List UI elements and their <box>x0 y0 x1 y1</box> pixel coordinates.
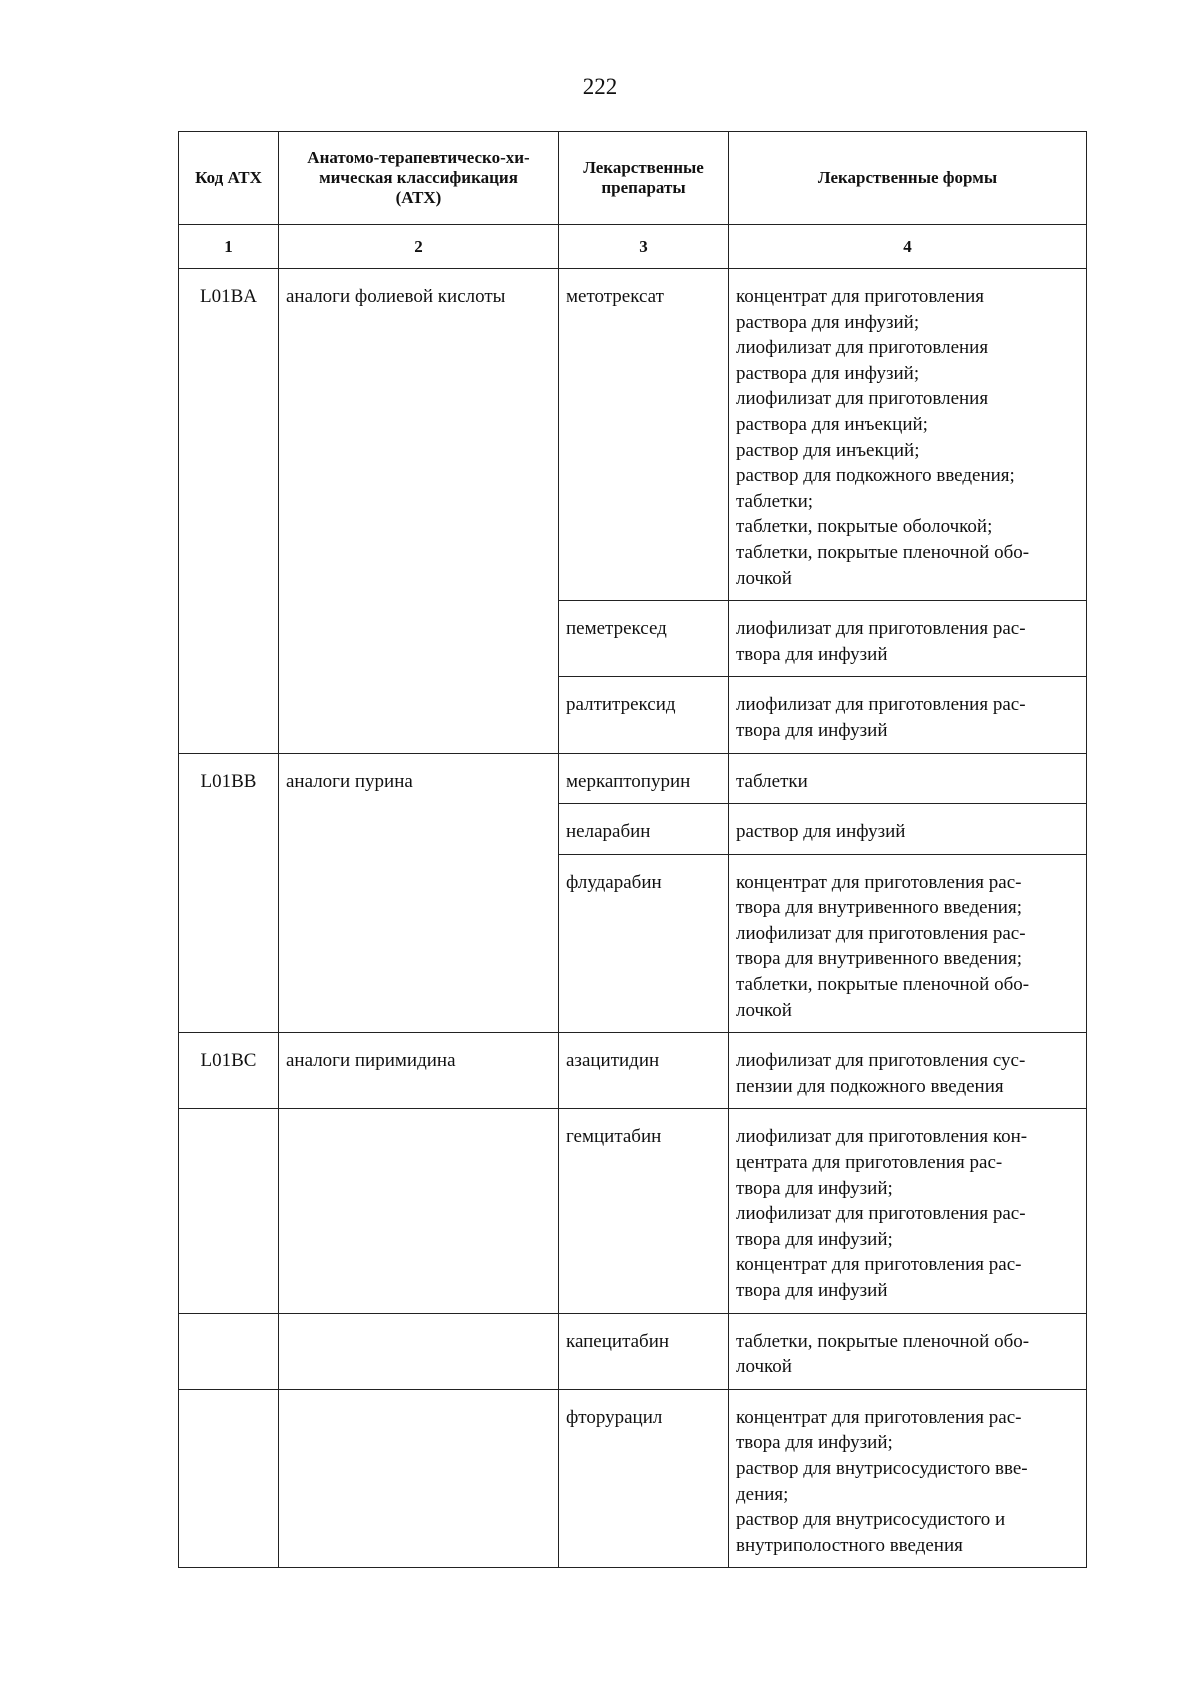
drug-cell: меркаптопурин <box>559 753 729 804</box>
atx-code-cell <box>179 1313 279 1389</box>
drug-cell: ралтитрексид <box>559 677 729 753</box>
classification-cell: аналоги пурина <box>279 753 559 1033</box>
drug-cell: гемцитабин <box>559 1109 729 1313</box>
column-number-1: 1 <box>179 225 279 269</box>
table-row <box>179 269 1087 601</box>
drug-cell: азацитидин <box>559 1033 729 1109</box>
classification-cell <box>279 1389 559 1568</box>
classification-cell: аналоги пиримидина <box>279 1033 559 1109</box>
drug-cell: флударабин <box>559 854 729 1033</box>
classification-cell <box>279 1313 559 1389</box>
drug-cell: капецитабин <box>559 1313 729 1389</box>
drug-cell: пеметрексед <box>559 601 729 677</box>
header-drugs: Лекарственные препараты <box>559 132 729 225</box>
forms-cell: лиофилизат для приготовления рас- твора для инфузий <box>729 601 1087 677</box>
atx-code-cell <box>179 1109 279 1313</box>
column-number-4: 4 <box>729 225 1087 269</box>
header-row <box>179 132 1087 225</box>
table-row <box>179 753 1087 804</box>
page-number: 222 <box>582 74 618 99</box>
drug-cell: метотрексат <box>559 269 729 601</box>
header-classification: Анатомо-терапевтическо-хи- мическая классификация (АТХ) <box>279 132 559 225</box>
atx-code-cell: L01BB <box>179 753 279 1033</box>
table-row <box>179 1033 1087 1109</box>
forms-cell: раствор для инфузий <box>729 804 1087 855</box>
column-number-row <box>179 225 1087 269</box>
forms-cell: концентрат для приготовления рас- твора для инфузий; раствор для внутрисосудистого вве- дения; раствор для внутрисосудистого и внутриполостного введения <box>729 1389 1087 1568</box>
table-row <box>179 1109 1087 1313</box>
column-number-3: 3 <box>559 225 729 269</box>
atx-table <box>178 131 1087 1568</box>
classification-cell: аналоги фолиевой кислоты <box>279 269 559 754</box>
forms-cell: таблетки, покрытые пленочной обо- лочкой <box>729 1313 1087 1389</box>
forms-cell: лиофилизат для приготовления рас- твора для инфузий <box>729 677 1087 753</box>
forms-cell: концентрат для приготовления рас- твора для внутривенного введения; лиофилизат для приготовления рас- твора для внутривенного введения; таблетки, покрытые пленочной обо- лочкой <box>729 854 1087 1033</box>
table-row <box>179 1313 1087 1389</box>
forms-cell: таблетки <box>729 753 1087 804</box>
drug-cell: фторурацил <box>559 1389 729 1568</box>
forms-cell: лиофилизат для приготовления сус- пензии для подкожного введения <box>729 1033 1087 1109</box>
atx-code-cell <box>179 1389 279 1568</box>
column-number-2: 2 <box>279 225 559 269</box>
header-code: Код АТХ <box>179 132 279 225</box>
header-forms: Лекарственные формы <box>729 132 1087 225</box>
table-row <box>179 1389 1087 1568</box>
forms-cell: лиофилизат для приготовления кон- центрата для приготовления рас- твора для инфузий; лиофилизат для приготовления рас- твора для инфузий; концентрат для приготовления рас- твора для инфузий <box>729 1109 1087 1313</box>
classification-cell <box>279 1109 559 1313</box>
atx-code-cell: L01BC <box>179 1033 279 1109</box>
drug-cell: неларабин <box>559 804 729 855</box>
atx-code-cell: L01BA <box>179 269 279 754</box>
forms-cell: концентрат для приготовления раствора для инфузий; лиофилизат для приготовления раствора для инфузий; лиофилизат для приготовления раствора для инъекций; раствор для инъекций; раствор для подкожного введения; таблетки; таблетки, покрытые оболочкой; таблетки, покрытые пленочной обо- лочкой <box>729 269 1087 601</box>
